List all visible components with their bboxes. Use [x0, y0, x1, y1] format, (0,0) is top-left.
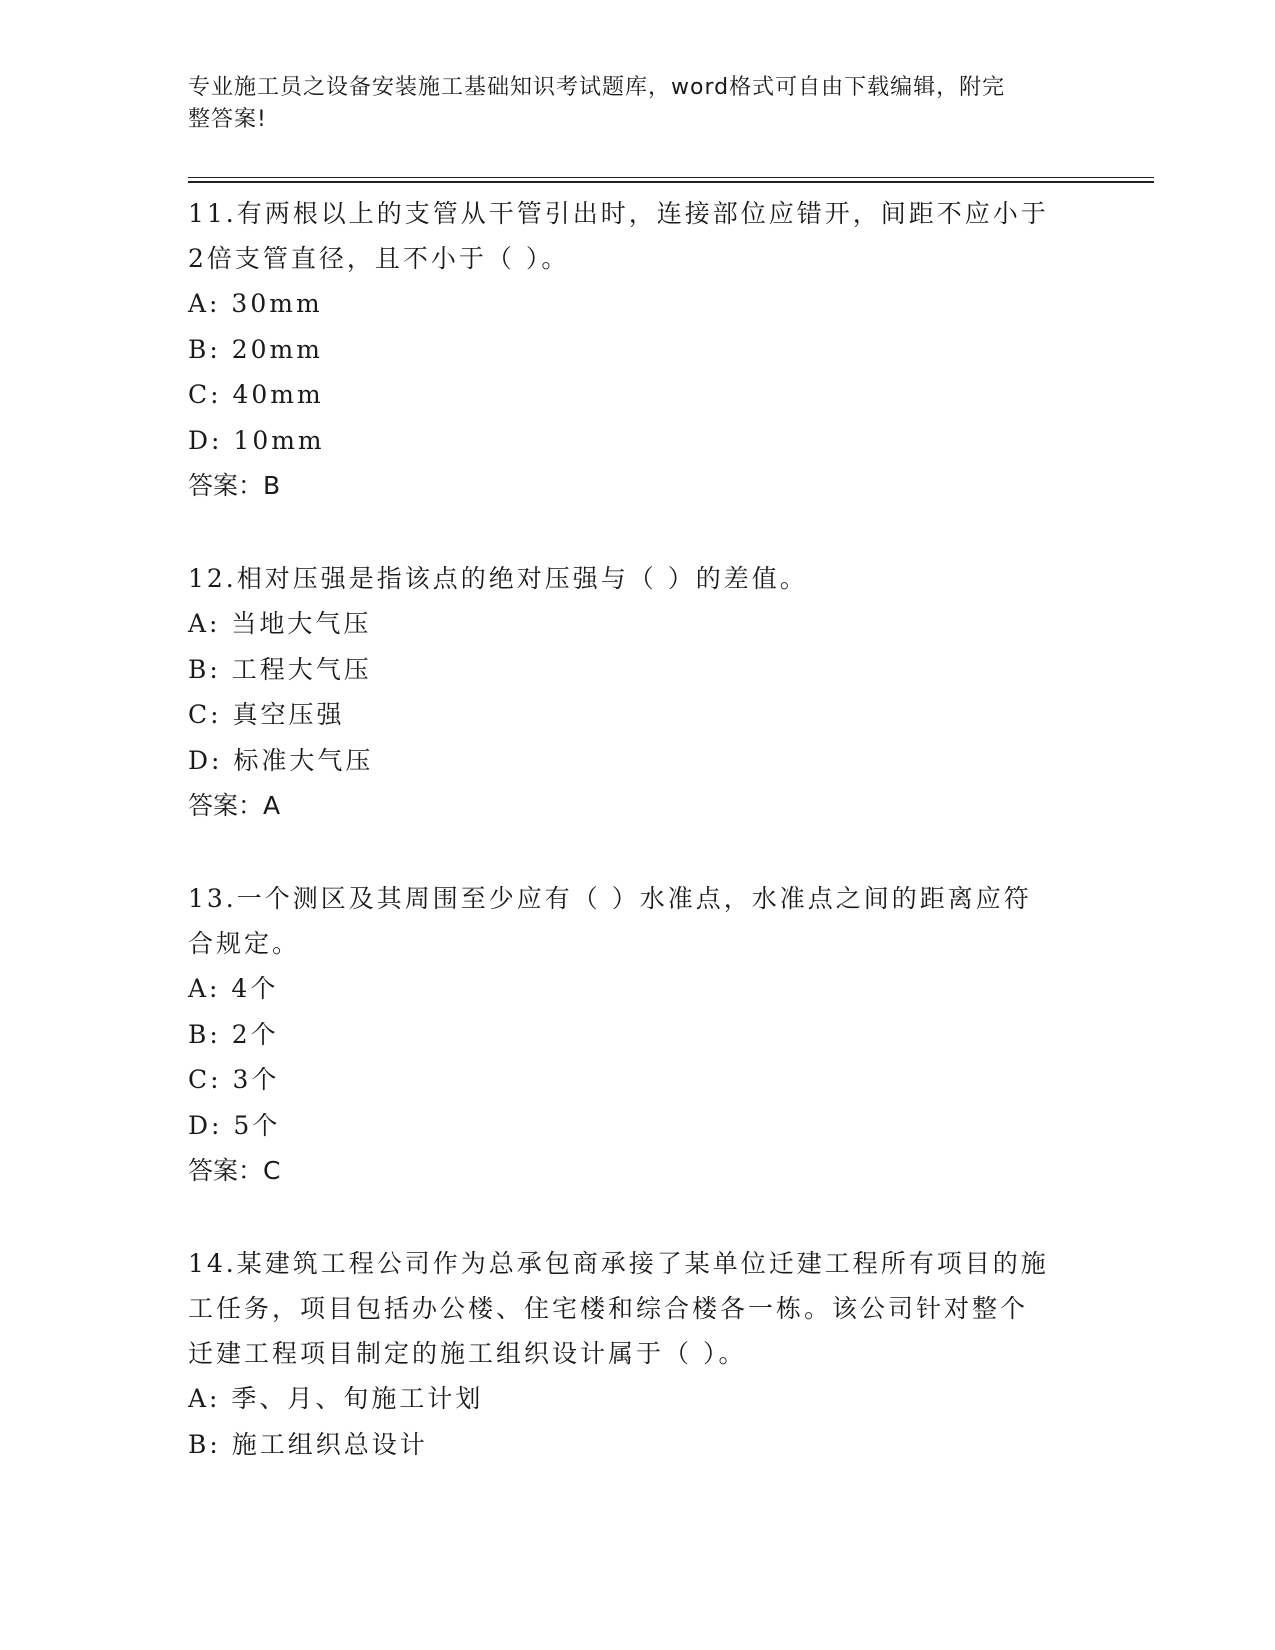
option-c: C: 40mm: [188, 380, 324, 409]
question-stem-line: 11.有两根以上的支管从干管引出时，连接部位应错开，间距不应小于: [188, 199, 1049, 228]
question-spacer: [188, 1193, 1088, 1238]
question-spacer: [188, 508, 1088, 553]
question-stem-line: 12.相对压强是指该点的绝对压强与（ ）的差值。: [188, 564, 808, 593]
question-stem-line: 14.某建筑工程公司作为总承包商承接了某单位迁建工程所有项目的施: [188, 1249, 1049, 1278]
question-12: [188, 553, 1088, 828]
question-stem-line: 工任务，项目包括办公楼、住宅楼和综合楼各一栋。该公司针对整个: [188, 1294, 1029, 1323]
question-11: [188, 188, 1088, 508]
question-list: [188, 188, 1088, 1467]
header-divider-thin: [188, 177, 1154, 178]
question-stem: [188, 553, 1088, 601]
option-b: B: 20mm: [188, 334, 323, 364]
option-b: B: 2个: [188, 1019, 279, 1049]
option-b: B: 工程大气压: [188, 654, 372, 684]
question-stem-line: 迁建工程项目制定的施工组织设计属于（ ）。: [188, 1339, 747, 1368]
document-header: [188, 72, 1068, 136]
question-stem-line: 13.一个测区及其周围至少应有（ ）水准点，水准点之间的距离应符: [188, 884, 1032, 913]
answer-label: 答案：C: [188, 1156, 281, 1185]
header-line-1: 专业施工员之设备安装施工基础知识考试题库，word格式可自由下载编辑，附完: [188, 75, 1006, 100]
question-stem: [188, 188, 1088, 281]
option-b: B: 施工组织总设计: [188, 1429, 428, 1459]
answer-label: 答案：B: [188, 471, 281, 500]
question-14: [188, 1238, 1088, 1467]
option-a: A: 4个: [188, 974, 279, 1003]
option-a: A: 季、月、旬施工计划: [188, 1384, 484, 1413]
question-stem: [188, 1238, 1088, 1376]
question-13: [188, 873, 1088, 1193]
option-a: A: 当地大气压: [188, 609, 372, 638]
question-stem-line: 合规定。: [188, 929, 301, 958]
option-a: A: 30mm: [188, 289, 323, 318]
question-stem-line: 2倍支管直径，且不小于（ ）。: [188, 244, 570, 273]
option-d: D: 标准大气压: [188, 745, 374, 775]
header-line-2: 整答案!: [188, 107, 267, 132]
option-d: D: 5个: [188, 1110, 281, 1140]
question-spacer: [188, 828, 1088, 873]
option-d: D: 10mm: [188, 425, 325, 455]
answer-label: 答案：A: [188, 791, 281, 820]
question-stem: [188, 873, 1088, 966]
option-c: C: 3个: [188, 1065, 280, 1094]
header-divider-thick: [188, 181, 1154, 183]
option-c: C: 真空压强: [188, 700, 345, 729]
